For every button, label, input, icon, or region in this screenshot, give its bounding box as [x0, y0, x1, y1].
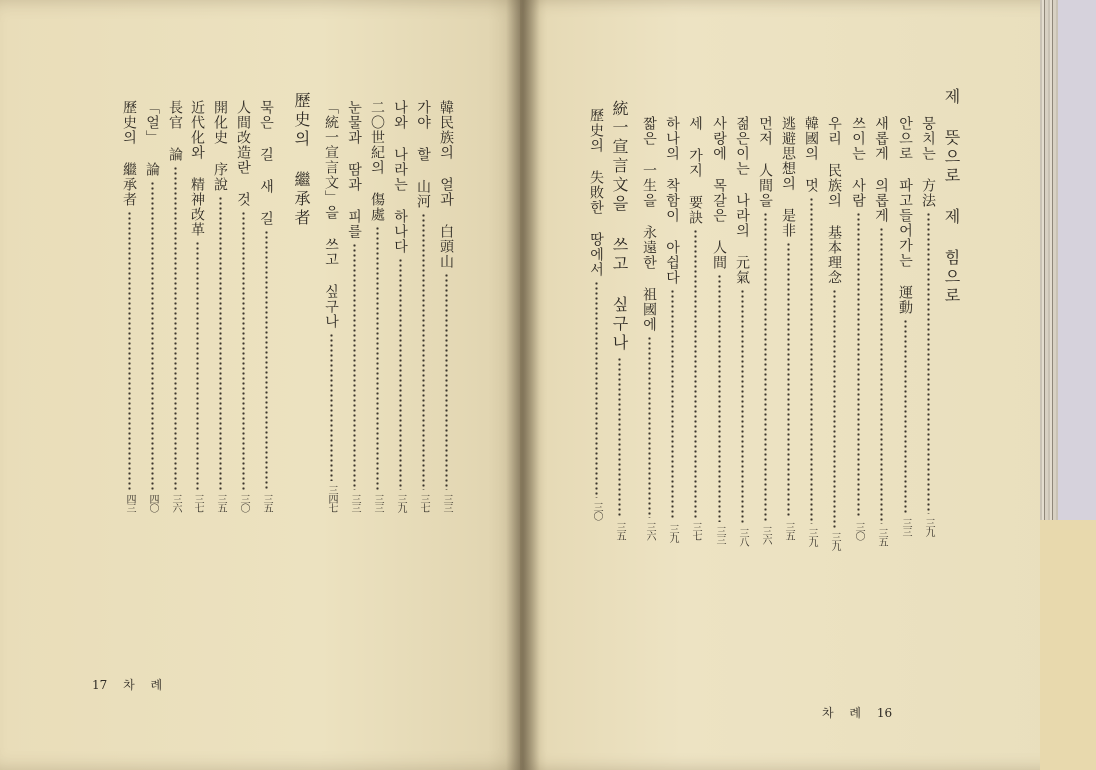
toc-entry-page: 三三 [900, 518, 911, 536]
toc-entry-page: 三五 [614, 522, 625, 540]
toc-entry [435, 100, 457, 512]
toc-entry-title: 쓰이는 사람 [850, 116, 866, 208]
dot-leader [741, 289, 744, 524]
toc-entry [847, 116, 869, 540]
toc-entry-page: 三九 [667, 524, 678, 542]
toc-entry-page: 三七 [690, 522, 701, 540]
toc-entry-title: 사랑에 목갈은 人間 [711, 116, 727, 270]
toc-entry-title: 長官 論 [167, 100, 183, 162]
toc-entry [777, 116, 799, 540]
folio-label: 차 례 [822, 706, 867, 720]
toc-entry-title: 二〇世紀의 傷處 [369, 100, 385, 222]
toc-entry-page: 三七 [418, 494, 429, 512]
dot-leader [219, 196, 222, 490]
toc-entry [141, 100, 163, 512]
toc-entry [232, 100, 254, 512]
left-folio [92, 676, 168, 693]
toc-entry-title: 묵은 길 새 길 [258, 100, 274, 226]
toc-entry-page: 三五 [876, 528, 887, 546]
toc-entry-page: 三四七 [326, 485, 337, 512]
toc-entry-title: 逃避思想의 是非 [780, 116, 796, 238]
dot-leader [445, 273, 448, 490]
toc-entry-page: 四〇 [147, 494, 158, 512]
dot-leader [353, 243, 356, 490]
toc-entry-page: 三九 [806, 528, 817, 546]
toc-entry-title: 하나의 착함이 아쉽다 [664, 116, 680, 285]
toc-entry [118, 100, 140, 512]
toc-entry-page: 三九 [829, 532, 840, 550]
toc-entry-page: 三三 [349, 494, 360, 512]
toc-entry-title: 먼저 人間을 [757, 116, 773, 208]
toc-entry [585, 108, 607, 520]
dot-leader [151, 181, 154, 490]
toc-entry-page: 三三 [714, 526, 725, 544]
toc-entry-title: 開化史 序說 [212, 100, 228, 192]
toc-entry-page: 三五 [215, 494, 226, 512]
toc-entry [940, 88, 962, 518]
toc-entry [823, 116, 845, 550]
toc-entry-page: 三〇 [591, 502, 602, 520]
dot-leader [904, 319, 907, 514]
folio-label: 차 례 [123, 678, 169, 692]
section-title: 歷史의 繼承者 [292, 92, 311, 228]
dot-leader [927, 212, 930, 514]
fore-edge-tab [1040, 520, 1096, 770]
dot-leader [671, 289, 674, 520]
toc-entry [638, 116, 660, 540]
toc-entry-page: 三八 [737, 528, 748, 546]
dot-leader [422, 213, 425, 490]
spine-shadow [506, 0, 540, 770]
toc-entry [366, 100, 388, 512]
toc-entry-title: 統一宣言文을 쓰고 싶구나 [610, 100, 629, 353]
toc-entry-title: 우리 民族의 基本理念 [826, 116, 842, 285]
toc-entry-page: 三三 [372, 494, 383, 512]
toc-entry [708, 116, 730, 544]
dot-leader [857, 212, 860, 518]
right-folio [822, 704, 898, 721]
toc-entry [186, 100, 208, 512]
toc-entry-title: 안으로 파고들어가는 運動 [897, 116, 913, 315]
toc-entry [608, 100, 630, 540]
toc-entry-page: 三三 [441, 494, 452, 512]
dot-leader [265, 230, 268, 490]
toc-entry-title: 人間改造란 것 [235, 100, 251, 207]
dot-leader [787, 242, 790, 518]
toc-entry [894, 116, 916, 536]
toc-entry-page: 三六 [760, 526, 771, 544]
dot-leader [595, 281, 598, 498]
toc-entry-title: 뭉치는 方法 [920, 116, 936, 208]
toc-entry [320, 100, 342, 512]
dot-leader [718, 274, 721, 522]
toc-entry-title: 눈물과 땀과 피를 [346, 100, 362, 239]
toc-entry-title: 가야 할 山河 [415, 100, 431, 209]
toc-entry-title: 짧은 一生을 永遠한 祖國에 [641, 116, 657, 332]
dot-leader [128, 211, 131, 490]
dot-leader [399, 258, 402, 490]
toc-entry-title: 젊은이는 나라의 元氣 [734, 116, 750, 285]
toc-entry [343, 100, 365, 512]
toc-entry [870, 116, 892, 546]
toc-entry [389, 100, 411, 512]
folio-number: 17 [92, 678, 108, 692]
toc-entry-page: 三七 [192, 494, 203, 512]
toc-entry [661, 116, 683, 542]
toc-entry-title: 歷史의 繼承者 [121, 100, 137, 207]
toc-entry-page: 三〇 [853, 522, 864, 540]
dot-leader [764, 212, 767, 522]
dot-leader [833, 289, 836, 528]
toc-entry-title: 「統一宣言文」을 쓰고 싶구나 [323, 100, 339, 329]
dot-leader [810, 197, 813, 524]
toc-entry [209, 100, 231, 512]
toc-entry-page: 三九 [923, 518, 934, 536]
toc-entry-title: 나와 나라는 하나다 [392, 100, 408, 254]
dot-leader [196, 241, 199, 490]
toc-entry-page: 三〇 [238, 494, 249, 512]
toc-entry-title: 제 뜻으로 제 힘으로 [942, 88, 961, 306]
toc-entry-title: 歷史의 失敗한 땅에서 [588, 108, 604, 277]
toc-entry-page: 三六 [170, 494, 181, 512]
toc-entry-title: 「얼」 論 [144, 100, 160, 177]
dot-leader [174, 166, 177, 490]
toc-entry [684, 116, 706, 540]
dot-leader [694, 229, 697, 518]
dot-leader [330, 333, 333, 481]
toc-entry [255, 100, 277, 512]
toc-entry-title: 韓國의 멋 [803, 116, 819, 193]
toc-entry-page: 四三 [124, 494, 135, 512]
toc-entry-title: 近代化와 精神改革 [189, 100, 205, 237]
toc-entry [917, 116, 939, 536]
toc-entry [800, 116, 822, 546]
dot-leader [648, 336, 651, 518]
toc-entry-title: 세 가지 要訣 [687, 116, 703, 225]
toc-entry-page: 三五 [261, 494, 272, 512]
toc-entry-page: 三六 [644, 522, 655, 540]
toc-entry-title: 새롭게 의롭게 [873, 116, 889, 223]
toc-entry [164, 100, 186, 512]
folio-number: 16 [876, 706, 893, 720]
dot-leader [376, 226, 379, 490]
toc-entry-title: 韓民族의 얼과 白頭山 [438, 100, 454, 269]
toc-entry-page: 三五 [783, 522, 794, 540]
dot-leader [618, 357, 621, 518]
dot-leader [242, 211, 245, 490]
toc-entry-page: 三九 [395, 494, 406, 512]
toc-entry [754, 116, 776, 544]
toc-entry [731, 116, 753, 546]
toc-section-heading [290, 92, 312, 292]
toc-entry [412, 100, 434, 512]
dot-leader [880, 227, 883, 524]
